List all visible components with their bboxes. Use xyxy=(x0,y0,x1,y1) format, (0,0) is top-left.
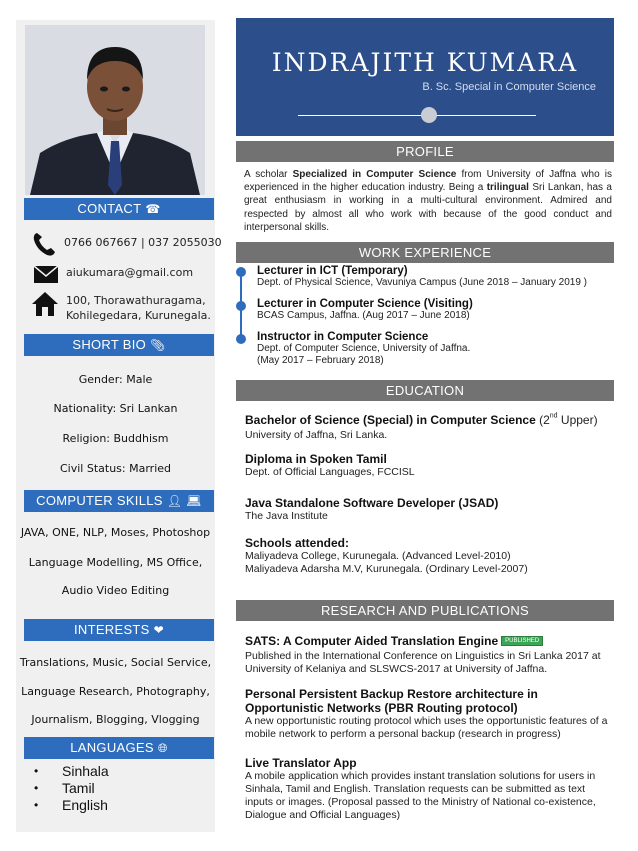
laptop-icon: 💻︎ xyxy=(186,494,202,508)
job-title: Instructor in Computer Science xyxy=(257,331,429,343)
timeline-dot xyxy=(236,267,246,277)
job-title: Lecturer in ICT (Temporary) xyxy=(257,265,408,277)
job-detail: Dept. of Physical Science, Vavuniya Campus (June 2018 – January 2019 ) xyxy=(257,277,587,288)
interests-heading: INTERESTS ❤ xyxy=(24,619,214,641)
user-icon: 👤︎ xyxy=(166,494,183,508)
education-diploma: Diploma in Spoken Tamil Dept. of Official Languages, FCCISL xyxy=(245,452,415,478)
skills-line3: Audio Video Editing xyxy=(61,584,170,597)
languages-heading: LANGUAGES 🌐︎ xyxy=(24,737,214,759)
job-detail: BCAS Campus, Jaffna. (Aug 2017 – June 2018) xyxy=(257,310,470,321)
bio-civil-status: Civil Status: Married xyxy=(60,462,171,475)
banner-divider xyxy=(298,115,536,116)
phone-icon xyxy=(30,230,58,258)
timeline-dot xyxy=(236,301,246,311)
language-item: • Sinhala xyxy=(62,763,109,779)
bio-nationality: Nationality: Sri Lankan xyxy=(53,402,178,415)
computer-skills-heading: COMPUTER SKILLS 👤︎ 💻︎ xyxy=(24,490,214,512)
contact-heading: CONTACT ☎ xyxy=(24,198,214,220)
globe-icon: 🌐︎ xyxy=(157,741,168,755)
phone-number: 0766 067667 | 037 2055030 xyxy=(64,236,222,249)
job-entry xyxy=(257,265,612,289)
profile-photo xyxy=(25,25,205,195)
job-detail: Dept. of Computer Science, University of Jaffna. xyxy=(257,343,471,354)
skills-line2: Language Modelling, MS Office, xyxy=(28,556,203,569)
short-bio-heading: SHORT BIO 📎︎ xyxy=(24,334,214,356)
bio-gender: Gender: Male xyxy=(78,373,153,386)
job-entry xyxy=(257,331,612,367)
job-title: Lecturer in Computer Science (Visiting) xyxy=(257,298,473,310)
education-degree: Bachelor of Science (Special) in Computer Science (2nd Upper) University of Jaffna, Sri Lanka. xyxy=(245,412,598,441)
house-icon xyxy=(31,290,59,318)
skills-line1: JAVA, ONE, NLP, Moses, Photoshop xyxy=(20,526,211,539)
telephone-icon: ☎ xyxy=(145,202,161,216)
address-line2: Kohilegedara, Kurunegala. xyxy=(66,309,211,322)
interests-line1: Translations, Music, Social Service, xyxy=(19,656,212,669)
paperclip-icon: 📎︎ xyxy=(150,338,166,352)
email-address: aiukumara@gmail.com xyxy=(66,266,194,279)
profile-heading: PROFILE xyxy=(236,141,614,162)
research-heading: RESEARCH AND PUBLICATIONS xyxy=(236,600,614,621)
bio-religion: Religion: Buddhism xyxy=(62,432,169,445)
research-item: Personal Persistent Backup Restore architecture in Opportunistic Networks (PBR Routing protocol) A new opportunistic routing protocol which uses the opportunistic features of a mobile network to perform a personal backup (research in progress) xyxy=(245,687,608,740)
timeline-dot xyxy=(236,334,246,344)
profile-text: A scholar Specialized in Computer Science from University of Jaffna who is experienced in the higher education industry. Being a trilingual Sri Lankan, has a great enthusiasm in working in a multi-cultural environment. Admired and respected by almost all who work with because of the good conduct and interpersonal skills. xyxy=(244,169,612,233)
job-entry xyxy=(257,298,612,322)
education-java: Java Standalone Software Developer (JSAD) The Java Institute xyxy=(245,496,499,522)
heart-icon: ❤ xyxy=(153,623,164,637)
published-badge: PUBLISHED xyxy=(501,636,543,646)
address-line1: 100, Thorawathuragama, xyxy=(66,294,206,307)
research-item: Live Translator App A mobile application which provides instant translation solutions for users in Sinhala, Tamil and English. Translation requests can be submitted as text inputs or images. (Proposal passed to the Ministry of National co-existence, Dialogue and Official Languages) xyxy=(245,756,596,821)
work-experience-heading: WORK EXPERIENCE xyxy=(236,242,614,263)
education-schools: Schools attended: Maliyadeva College, Kurunegala. (Advanced Level-2010) Maliyadeva Adarsha M.V, Kurunegala. (Ordinary Level-2007) xyxy=(245,536,528,575)
language-item: • Tamil xyxy=(62,780,95,796)
candidate-subtitle: B. Sc. Special in Computer Science xyxy=(422,81,596,93)
interests-line2: Language Research, Photography, xyxy=(21,685,210,698)
research-item: SATS: A Computer Aided Translation Engine PUBLISHED Published in the International Conference on Linguistics in Sri Lanka 2017 at University of Kelaniya and SLSWCS-2017 at University of Jaffna. xyxy=(245,634,601,675)
education-heading: EDUCATION xyxy=(236,380,614,401)
banner-divider-dot xyxy=(421,107,437,123)
envelope-icon xyxy=(32,260,60,288)
language-item: • English xyxy=(62,797,108,813)
job-dates: (May 2017 – February 2018) xyxy=(257,355,384,366)
candidate-name: INDRAJITH KUMARA xyxy=(271,48,579,77)
interests-line3: Journalism, Blogging, Vlogging xyxy=(31,713,200,726)
